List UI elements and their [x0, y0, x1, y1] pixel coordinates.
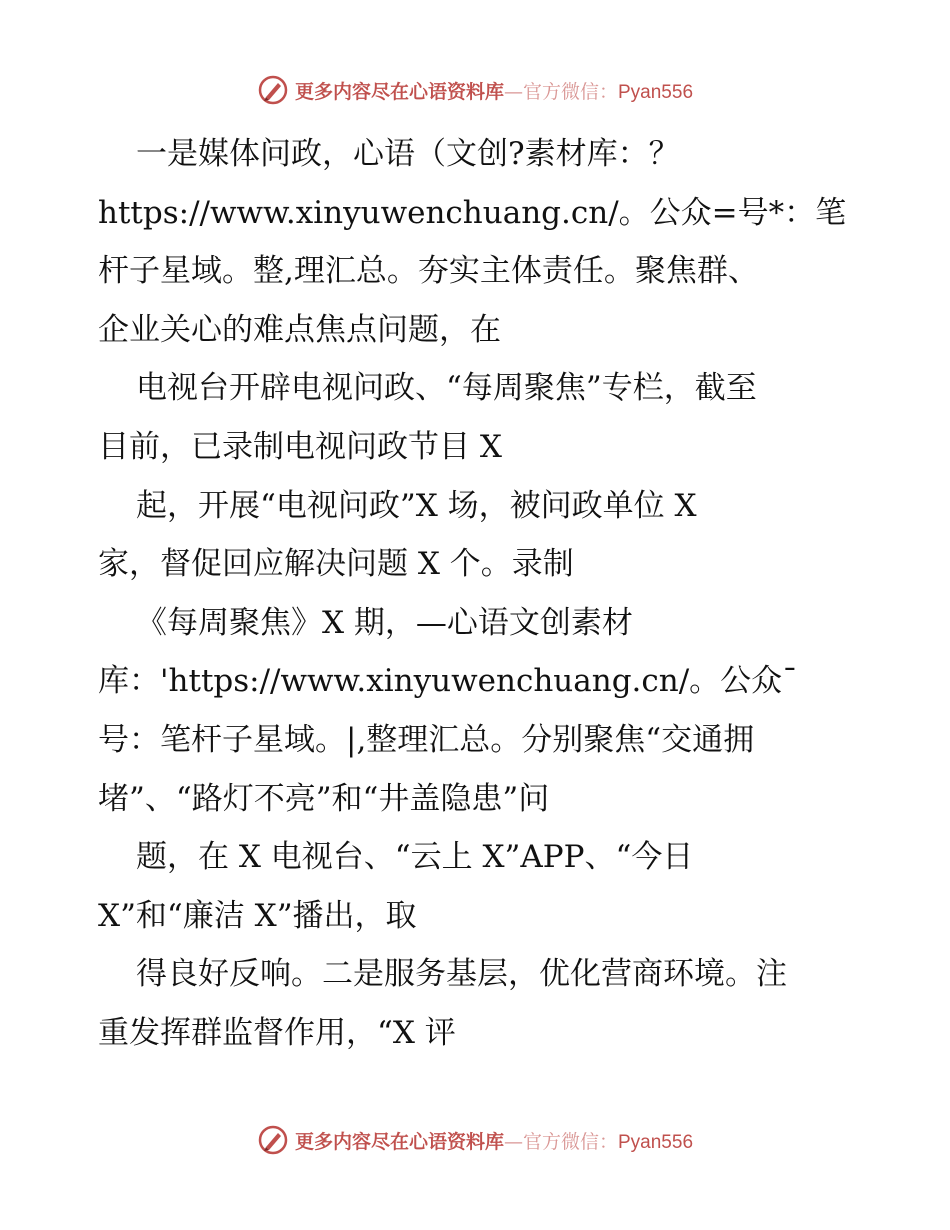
header-banner-text	[295, 77, 693, 104]
header-banner	[0, 70, 950, 110]
body-line: 起，开展“电视问政”X 场，被问政单位 X	[136, 487, 697, 524]
body-line: 杆子星域。整,理汇总。夯实主体责任。聚焦群、	[98, 253, 759, 290]
header-banner-id: Pyan556	[618, 81, 694, 103]
header-banner-dim: —官方微信：	[503, 80, 618, 103]
body-line: 电视台开辟电视问政、“每周聚焦”专栏，截至	[136, 370, 757, 407]
header-banner-main: 更多内容尽在心语资料库	[294, 80, 504, 103]
pen-logo-icon	[257, 1124, 289, 1156]
body-line: 得良好反响。二是服务基层，优化营商环境。注	[136, 956, 787, 993]
body-line: 企业关心的难点焦点问题，在	[98, 311, 501, 348]
body-line: 目前，已录制电视问政节目 X	[98, 428, 502, 465]
body-line: X”和“廉洁 X”播出，取	[98, 897, 417, 934]
pen-logo-icon	[257, 74, 289, 106]
footer-banner-text	[295, 1127, 693, 1154]
body-line: 堵”、“路灯不亮”和“井盖隐患”问	[98, 780, 550, 817]
footer-banner-dim: —官方微信：	[503, 1130, 618, 1153]
body-line: 家，督促回应解决问题 X 个。录制	[98, 546, 574, 583]
body-line: 题，在 X 电视台、“云上 X”APP、“今日	[136, 839, 694, 876]
body-line: 库：'https://www.xinyuwenchuang.cn/。公众¯	[98, 663, 798, 700]
document-body	[98, 125, 858, 1063]
footer-banner	[0, 1120, 950, 1160]
body-line: 一是媒体问政，心语（文创?素材库：？	[136, 136, 680, 172]
footer-banner-main: 更多内容尽在心语资料库	[294, 1130, 504, 1153]
body-line: 重发挥群监督作用，“X 评	[98, 1014, 456, 1051]
body-line: 号：笔杆子星域。|,整理汇总。分别聚焦“交通拥	[98, 721, 755, 758]
footer-banner-id: Pyan556	[618, 1131, 694, 1153]
body-line: 《每周聚焦》X 期，—心语文创素材	[136, 604, 633, 641]
body-line: https://www.xinyuwenchuang.cn/。公众=号*：笔	[98, 194, 847, 231]
